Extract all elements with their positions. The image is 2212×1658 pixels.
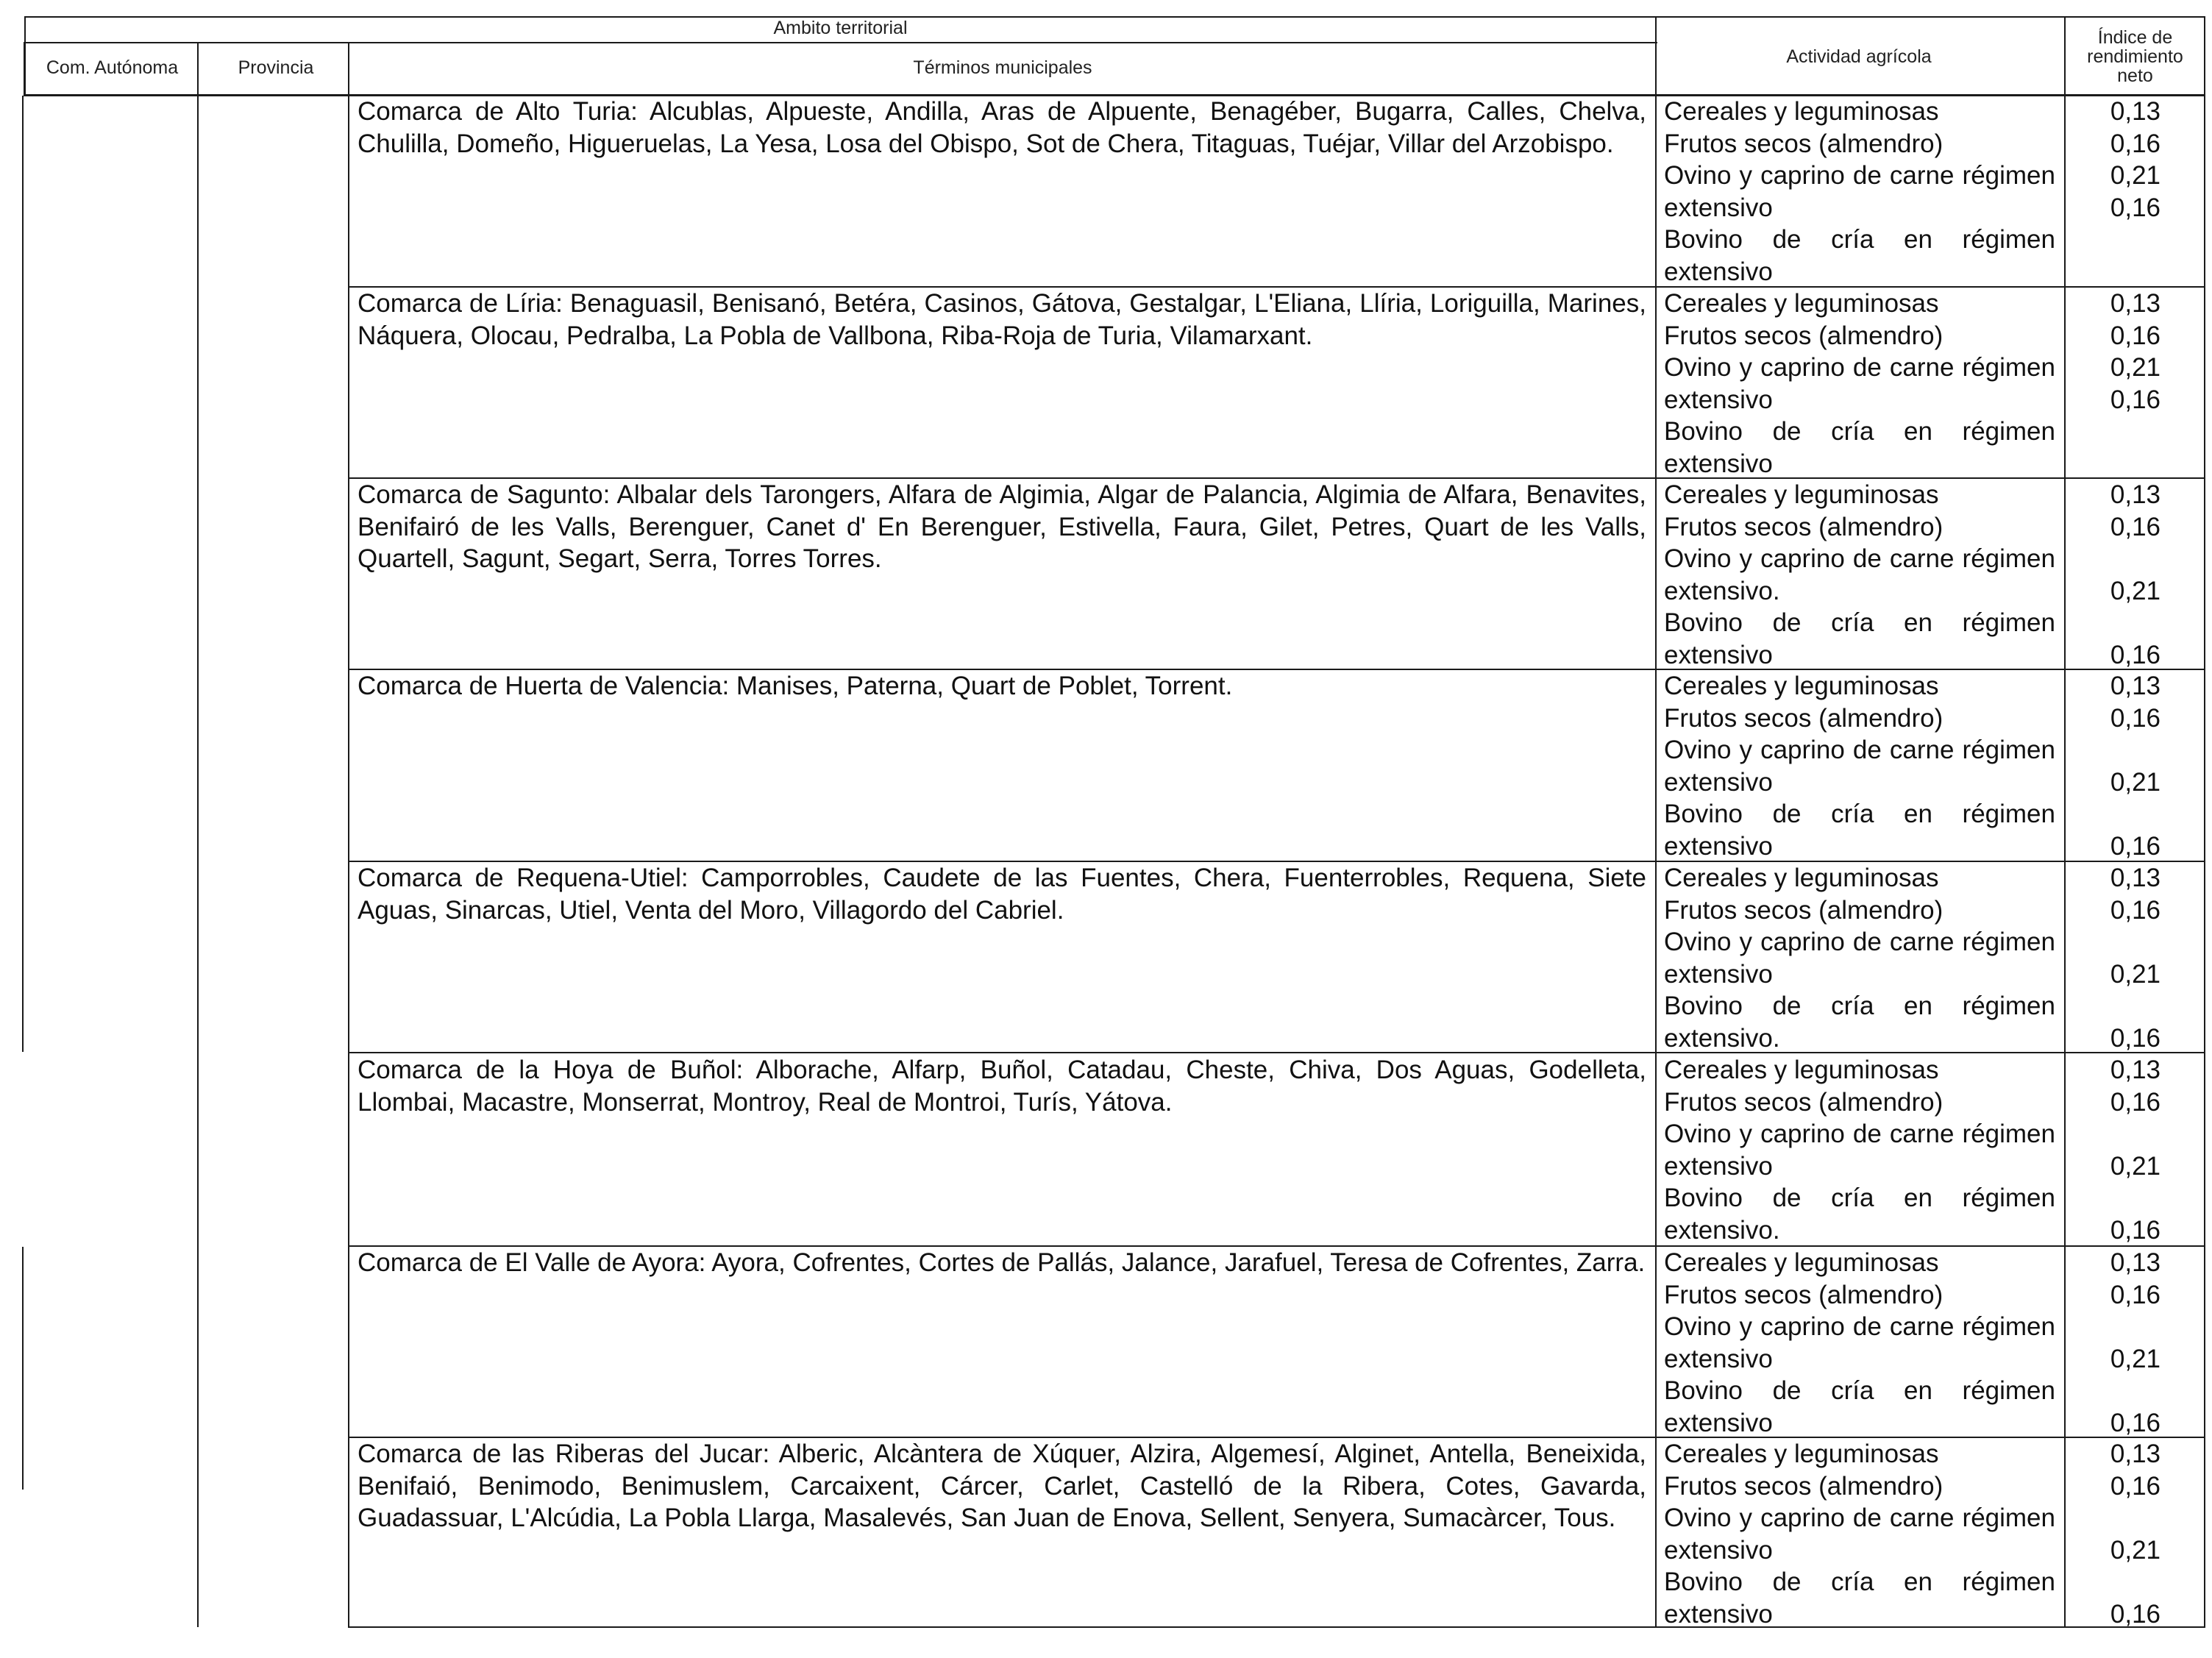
left-margin-mark	[22, 96, 24, 1052]
row-2-index-4: 0,16	[2110, 385, 2161, 414]
row-7-index-4: 0,21	[2110, 1344, 2161, 1373]
row-2-activity-4: Bovino de cría en régimen extensivo	[1664, 417, 2055, 478]
row-6-terms: Comarca de la Hoya de Buñol: Alborache, Alfarp, Buñol, Catadau, Cheste, Chiva, Dos Aguas, Godelleta, Llombai, Macastre, Monserrat, Montroy, Real de Montroi, Turís, Yátova.	[358, 1056, 1646, 1117]
row-1-activity-2: Frutos secos (almendro)	[1664, 129, 1943, 158]
row-8-index-1: 0,13	[2110, 1440, 2161, 1468]
row-3-activity-4: Bovino de cría en régimen extensivo	[1664, 608, 2055, 669]
row-3-activity-1: Cereales y leguminosas	[1664, 480, 1939, 509]
row-6-activity-3: Ovino y caprino de carne régimen extensivo	[1664, 1120, 2055, 1181]
row-5-index-1: 0,13	[2110, 864, 2161, 892]
header-terminos-municipales: Términos municipales	[913, 57, 1092, 78]
row-7-activity-2: Frutos secos (almendro)	[1664, 1280, 1943, 1309]
row-3-index-2: 0,16	[2110, 512, 2161, 541]
row-1-index-3: 0,21	[2110, 161, 2161, 190]
row-2-activity-3: Ovino y caprino de carne régimen extensivo	[1664, 353, 2055, 414]
row-8-index-2: 0,16	[2110, 1471, 2161, 1501]
col-line-com-autonoma	[24, 42, 25, 96]
row-4-index-1: 0,13	[2110, 672, 2161, 700]
row-1-index-4: 0,16	[2110, 193, 2161, 222]
header-com-autonoma: Com. Autónoma	[46, 57, 179, 78]
header-ambito-territorial: Ambito territorial	[773, 17, 908, 38]
row-3-index-1: 0,13	[2110, 480, 2161, 509]
row-4-activity-2: Frutos secos (almendro)	[1664, 703, 1943, 733]
row-5-activity-2: Frutos secos (almendro)	[1664, 895, 1943, 925]
row-3-index-6: 0,16	[2110, 640, 2161, 669]
row-4-index-6: 0,16	[2110, 831, 2161, 861]
row-6-index-2: 0,16	[2110, 1087, 2161, 1117]
row-3-index-4: 0,21	[2110, 576, 2161, 605]
row-7-index-1: 0,13	[2110, 1248, 2161, 1277]
row-1-index-1: 0,13	[2110, 97, 2161, 126]
row-2-activity-2: Frutos secos (almendro)	[1664, 321, 1943, 350]
row-3-activity-2: Frutos secos (almendro)	[1664, 512, 1943, 541]
row-6-index-6: 0,16	[2110, 1215, 2161, 1245]
header-ambito-divider	[24, 42, 1657, 43]
row-7-activity-4: Bovino de cría en régimen extensivo	[1664, 1376, 2055, 1437]
row-8-index-4: 0,21	[2110, 1535, 2161, 1565]
row-6-activity-2: Frutos secos (almendro)	[1664, 1087, 1943, 1117]
row-2-index-1: 0,13	[2110, 289, 2161, 318]
row-5-activity-4: Bovino de cría en régimen extensivo.	[1664, 992, 2055, 1053]
row-8-index-6: 0,16	[2110, 1599, 2161, 1629]
row-8-activity-1: Cereales y leguminosas	[1664, 1440, 1939, 1468]
row-2-activity-1: Cereales y leguminosas	[1664, 289, 1939, 318]
row-4-terms: Comarca de Huerta de Valencia: Manises, Paterna, Quart de Poblet, Torrent.	[358, 672, 1233, 700]
row-7-index-2: 0,16	[2110, 1280, 2161, 1309]
header-actividad-agricola: Actividad agrícola	[1786, 46, 1932, 67]
row-4-index-2: 0,16	[2110, 703, 2161, 733]
row-8-activity-3: Ovino y caprino de carne régimen extensivo	[1664, 1504, 2055, 1565]
row-7-activity-3: Ovino y caprino de carne régimen extensivo	[1664, 1312, 2055, 1373]
col-line-indice	[2064, 16, 2066, 1627]
row-1-activity-3: Ovino y caprino de carne régimen extensivo	[1664, 161, 2055, 222]
row-7-activity-1: Cereales y leguminosas	[1664, 1248, 1939, 1277]
header-right-border	[2204, 16, 2205, 1627]
row-4-activity-3: Ovino y caprino de carne régimen extensivo	[1664, 736, 2055, 797]
row-8-activity-2: Frutos secos (almendro)	[1664, 1471, 1943, 1501]
row-5-index-4: 0,21	[2110, 959, 2161, 989]
col-line-terminos	[348, 42, 349, 1627]
row-8-terms: Comarca de las Riberas del Jucar: Alberic, Alcàntera de Xúquer, Alzira, Algemesí, Alginet, Antella, Beneixida, Benifaió, Benimodo, Benimuslem, Carcaixent, Cárcer, Carlet, Castelló de la Ribera, Cotes, Gavarda, Guadassuar, L'Alcúdia, La Pobla Llarga, Masalevés, San Juan de Enova, Sellent, Senyera, Sumacàrcer, Tous.	[358, 1440, 1646, 1532]
row-4-activity-4: Bovino de cría en régimen extensivo	[1664, 800, 2055, 861]
row-5-activity-3: Ovino y caprino de carne régimen extensivo	[1664, 928, 2055, 989]
left-margin-mark-2	[22, 1247, 24, 1490]
row-7-terms: Comarca de El Valle de Ayora: Ayora, Cofrentes, Cortes de Pallás, Jalance, Jarafuel, Teresa de Cofrentes, Zarra.	[358, 1248, 1646, 1277]
row-2-terms: Comarca de Líria: Benaguasil, Benisanó, Betéra, Casinos, Gátova, Gestalgar, L'Eliana, Llíria, Loriguilla, Marines, Náquera, Olocau, Pedralba, La Pobla de Vallbona, Riba-Roja de Turia, Vilamarxant.	[358, 289, 1646, 350]
row-4-index-4: 0,21	[2110, 767, 2161, 797]
col-line-provincia	[197, 42, 199, 1627]
row-6-activity-4: Bovino de cría en régimen extensivo.	[1664, 1184, 2055, 1245]
row-3-activity-3: Ovino y caprino de carne régimen extensivo.	[1664, 544, 2055, 605]
row-3-terms: Comarca de Sagunto: Albalar dels Tarongers, Alfara de Algimia, Algar de Palancia, Algimia de Alfara, Benavites, Benifairó de les Valls, Berenguer, Canet d' En Berenguer, Estivella, Faura, Gilet, Petres, Quart de les Valls, Quartell, Sagunt, Segart, Serra, Torres Torres.	[358, 480, 1646, 573]
row-1-index-2: 0,16	[2110, 129, 2161, 158]
header-provincia: Provincia	[238, 57, 314, 78]
row-5-terms: Comarca de Requena-Utiel: Camporrobles, Caudete de las Fuentes, Chera, Fuenterrobles, Requena, Siete Aguas, Sinarcas, Utiel, Venta del Moro, Villagordo del Cabriel.	[358, 864, 1646, 925]
row-4-activity-1: Cereales y leguminosas	[1664, 672, 1939, 700]
row-6-activity-1: Cereales y leguminosas	[1664, 1056, 1939, 1084]
row-5-activity-1: Cereales y leguminosas	[1664, 864, 1939, 892]
row-8-activity-4: Bovino de cría en régimen extensivo	[1664, 1568, 2055, 1629]
row-1-activity-1: Cereales y leguminosas	[1664, 97, 1939, 126]
row-2-index-3: 0,21	[2110, 353, 2161, 382]
row-6-index-4: 0,21	[2110, 1151, 2161, 1181]
header-indice-rendimiento: Índice de rendimiento neto	[2087, 26, 2183, 87]
row-5-index-2: 0,16	[2110, 895, 2161, 925]
row-2-index-2: 0,16	[2110, 321, 2161, 350]
row-5-index-6: 0,16	[2110, 1023, 2161, 1053]
row-1-terms: Comarca de Alto Turia: Alcublas, Alpueste, Andilla, Aras de Alpuente, Benagéber, Bugarra, Calles, Chelva, Chulilla, Domeño, Higueruelas, La Yesa, Losa del Obispo, Sot de Chera, Titaguas, Tuéjar, Villar del Arzobispo.	[358, 97, 1646, 158]
col-line-actividad	[1655, 16, 1657, 1627]
row-1-activity-4: Bovino de cría en régimen extensivo	[1664, 225, 2055, 286]
row-6-index-1: 0,13	[2110, 1056, 2161, 1084]
header-top-border	[24, 16, 2205, 18]
row-7-index-6: 0,16	[2110, 1408, 2161, 1437]
